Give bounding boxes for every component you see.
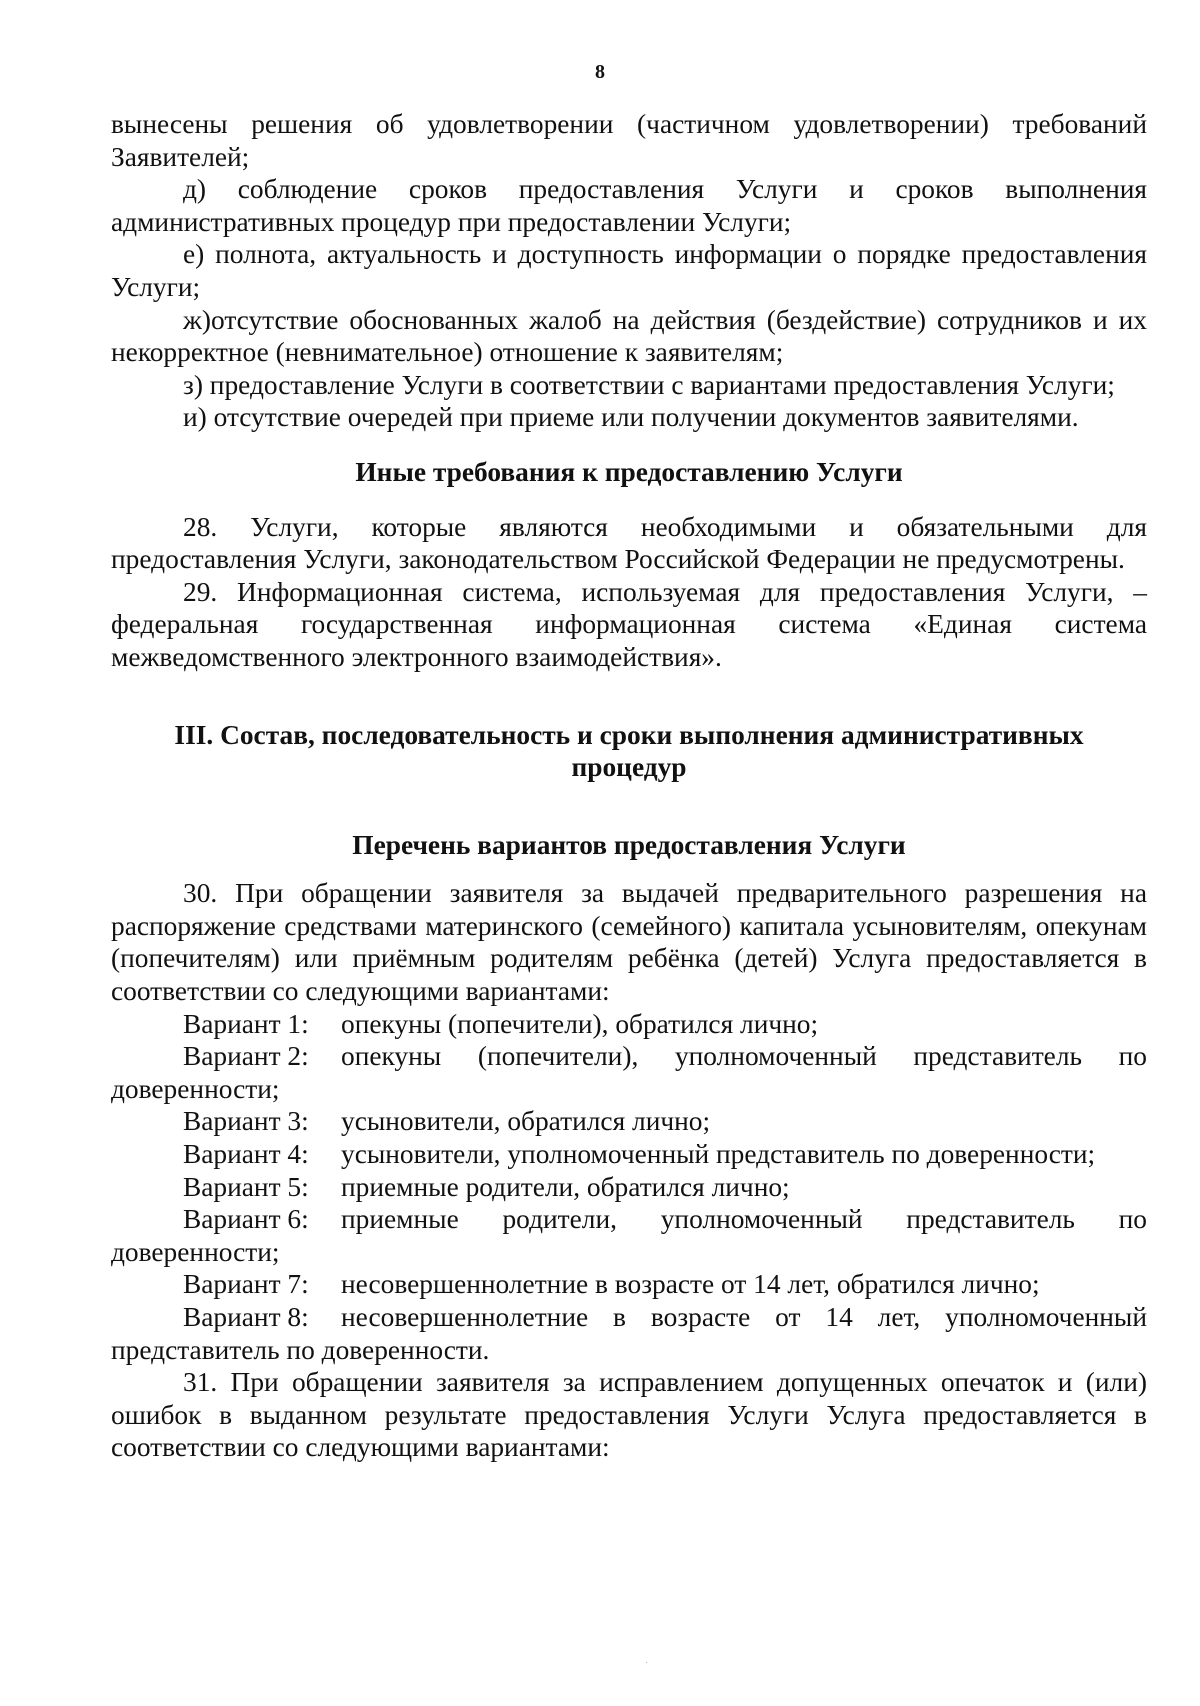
variant-label: Вариант 4:	[183, 1139, 309, 1170]
variant-label: Вариант 5:	[183, 1171, 309, 1202]
variant-text: несовершеннолетние в возрасте от 14 лет, уполномоченный представитель по доверенности.	[111, 1302, 1147, 1365]
variant-label: Вариант 6:	[183, 1204, 309, 1235]
variant-label: Вариант 3:	[183, 1106, 309, 1137]
page-number: 8	[595, 61, 605, 83]
heading-other-requirements: Иные требования к предоставлению Услуги	[355, 456, 903, 487]
variant-item	[111, 1040, 1147, 1105]
paragraph-item-zh: ж)отсутствие обоснованных жалоб на действия (бездействие) сотрудников и их некорректное (невнимательное) отношение к заявителям;	[111, 304, 1147, 368]
variant-text: усыновители, уполномоченный представитель по доверенности;	[341, 1139, 1096, 1170]
variant-item	[111, 1171, 1147, 1204]
variant-text: приемные родители, обратился лично;	[341, 1171, 790, 1202]
paragraph-28: 28. Услуги, которые являются необходимыми и обязательными для предоставления Услуги, законодательством Российской Федерации не предусмотрены.	[111, 511, 1147, 575]
variant-text: усыновители, обратился лично;	[341, 1106, 711, 1137]
paragraph-31: 31. При обращении заявителя за исправлением допущенных опечаток и (или) ошибок в выданном результате предоставления Услуги Услуга предоставляется в соответствии со следующими вариантами:	[111, 1367, 1147, 1463]
paragraph-item-e: е) полнота, актуальность и доступность информации о порядке предоставления Услуги;	[111, 239, 1147, 302]
variant-item	[111, 1138, 1147, 1171]
variant-label: Вариант 2:	[183, 1041, 309, 1072]
variant-label: Вариант 8:	[183, 1302, 309, 1332]
paragraph-item-z: з) предоставление Услуги в соответствии с вариантами предоставления Услуги;	[183, 369, 1115, 400]
paragraph-30: 30. При обращении заявителя за выдачей предварительного разрешения на распоряжение средствами материнского (семейного) капитала усыновителям, опекунам (попечителям) или приёмным родителям ребёнка (детей) Услуга предоставляется в соответствии со следующими вариантами:	[111, 878, 1147, 1007]
variant-item	[111, 1203, 1147, 1268]
heading-variants-list: Перечень вариантов предоставления Услуги	[352, 829, 906, 860]
paragraph-item-i: и) отсутствие очередей при приеме или получении документов заявителями.	[183, 402, 1079, 433]
variant-item	[111, 1301, 1147, 1366]
variant-text: приемные родители, уполномоченный представитель по доверенности;	[111, 1204, 1147, 1267]
variant-label: Вариант 7:	[183, 1269, 309, 1300]
variant-text: опекуны (попечители), обратился лично;	[341, 1008, 819, 1039]
document-body	[111, 108, 1147, 1464]
variant-item	[111, 1008, 1147, 1041]
paragraph-continuation: вынесены решения об удовлетворении (частичном удовлетворении) требований Заявителей;	[111, 109, 1147, 172]
variant-item	[111, 1105, 1147, 1138]
paragraph-item-d: д) соблюдение сроков предоставления Услуги и сроков выполнения административных процедур при предоставлении Услуги;	[111, 174, 1147, 237]
scan-speck: ·	[645, 1658, 649, 1669]
variant-label: Вариант 1:	[183, 1008, 309, 1039]
variant-text: опекуны (попечители), уполномоченный представитель по доверенности;	[111, 1041, 1147, 1104]
variant-text: несовершеннолетние в возрасте от 14 лет, обратился лично;	[341, 1269, 1040, 1300]
variant-item	[111, 1268, 1147, 1301]
paragraph-29: 29. Информационная система, используемая для предоставления Услуги, – федеральная государственная информационная система «Единая система межведомственного электронного взаимодействия».	[111, 576, 1147, 672]
section-heading-iii: III. Состав, последовательность и сроки выполнения административных процедур	[174, 719, 1084, 783]
